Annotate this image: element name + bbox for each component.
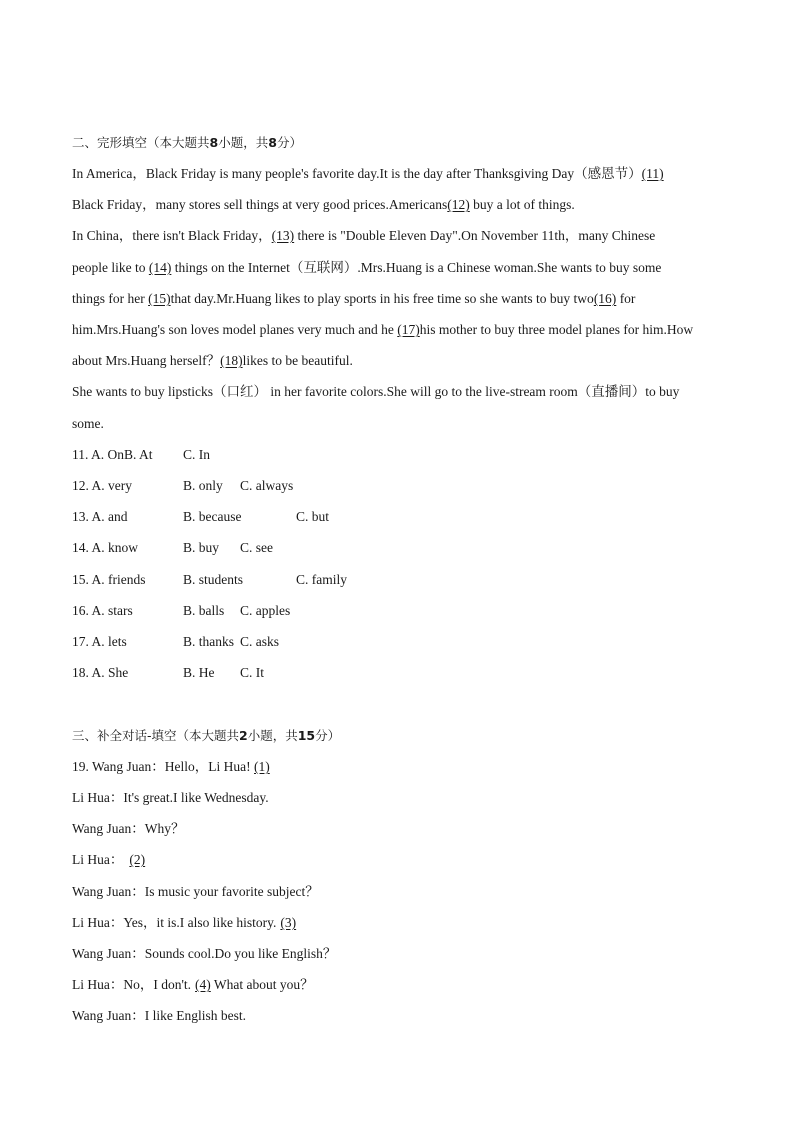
- blank-18[interactable]: (18): [220, 353, 243, 368]
- dialogue-line: [72, 976, 314, 994]
- passage-text: Black Friday，many stores sell things at very good prices.Americans: [72, 197, 448, 212]
- heading-text: 分）: [276, 135, 302, 150]
- option-c[interactable]: C. asks: [240, 634, 280, 649]
- passage-line-1: [72, 165, 664, 183]
- blank-16[interactable]: (16): [593, 291, 617, 306]
- blank-15[interactable]: (15): [148, 291, 171, 306]
- option-b[interactable]: B. students: [183, 572, 244, 587]
- option-b[interactable]: B. balls: [183, 603, 225, 618]
- blank-11[interactable]: (11): [641, 166, 664, 181]
- option-a[interactable]: 11. A. OnB. At: [72, 447, 153, 462]
- passage-line-2: [72, 196, 575, 214]
- option-b[interactable]: B. buy: [183, 540, 220, 555]
- dialogue-blank-4[interactable]: (4): [195, 977, 211, 992]
- heading-text: 小题，共: [218, 135, 269, 150]
- dialogue-line: [72, 914, 296, 932]
- passage-line-4: [72, 259, 661, 277]
- option-a[interactable]: 15. A. friends: [72, 572, 146, 587]
- option-a[interactable]: 18. A. She: [72, 665, 129, 680]
- dialogue-line: Wang Juan：Is music your favorite subject？: [72, 884, 319, 899]
- question-14: [72, 539, 472, 557]
- dialogue-blank-2[interactable]: (2): [129, 852, 146, 867]
- dialogue-blank-1[interactable]: (1): [254, 759, 270, 774]
- option-b[interactable]: B. He: [183, 665, 215, 680]
- blank-13[interactable]: (13): [271, 228, 295, 243]
- heading-score: 8: [268, 135, 277, 150]
- passage-text: about Mrs.Huang herself？: [72, 353, 221, 368]
- question-15: [72, 571, 472, 589]
- dialogue-line: Li Hua：It's great.I like Wednesday.: [72, 790, 269, 805]
- option-c[interactable]: C. apples: [240, 603, 291, 618]
- question-12: [72, 477, 472, 495]
- dialogue-line: Wang Juan：Why？: [72, 821, 185, 836]
- option-c[interactable]: C. but: [296, 509, 330, 524]
- passage-text: for: [616, 291, 636, 306]
- section3-heading: [72, 727, 340, 745]
- passage-text: him.Mrs.Huang's son loves model planes very much and he: [72, 322, 398, 337]
- passage-line-6: [72, 321, 693, 339]
- option-a[interactable]: 12. A. very: [72, 478, 132, 493]
- passage-text: buy a lot of things.: [469, 197, 575, 212]
- option-c[interactable]: C. In: [183, 447, 210, 462]
- question-11: [72, 446, 472, 464]
- option-a[interactable]: 13. A. and: [72, 509, 128, 524]
- option-b[interactable]: B. thanks: [183, 634, 235, 649]
- passage-text: that day.Mr.Huang likes to play sports in his free time so she wants to buy two: [170, 291, 594, 306]
- option-a[interactable]: 14. A. know: [72, 540, 139, 555]
- option-a[interactable]: 17. A. lets: [72, 634, 127, 649]
- option-b[interactable]: B. because: [183, 509, 242, 524]
- passage-line-9: some.: [72, 416, 104, 431]
- option-c[interactable]: C. see: [240, 540, 273, 555]
- dialogue-line: Wang Juan：Sounds cool.Do you like English？: [72, 946, 337, 961]
- option-c[interactable]: C. always: [240, 478, 294, 493]
- passage-line-5: [72, 290, 635, 308]
- dialogue-blank-3[interactable]: (3): [280, 915, 297, 930]
- blank-14[interactable]: (14): [148, 260, 172, 275]
- option-b[interactable]: B. only: [183, 478, 223, 493]
- dialogue-line: [72, 758, 270, 776]
- question-17: [72, 633, 472, 651]
- passage-text: his mother to buy three model planes for him.How: [419, 322, 694, 337]
- dialogue-text: Li Hua：: [72, 852, 124, 867]
- option-a[interactable]: 16. A. stars: [72, 603, 133, 618]
- option-c[interactable]: C. It: [240, 665, 265, 680]
- dialogue-line: [72, 851, 145, 869]
- blank-12[interactable]: (12): [447, 197, 470, 212]
- passage-text: things for her: [72, 291, 149, 306]
- passage-text: things on the Internet（互联网）.Mrs.Huang is a Chinese woman.She wants to buy some: [171, 260, 662, 275]
- heading-text: 三、补全对话-填空（本大题共: [72, 728, 240, 743]
- heading-text: 分）: [315, 728, 341, 743]
- passage-text: there is "Double Eleven Day".On November 11th，many Chinese: [294, 228, 656, 243]
- passage-line-8: She wants to buy lipsticks（口红） in her favorite colors.She will go to the live-stream room（直播间）to buy: [72, 384, 680, 399]
- dialogue-text: 19. Wang Juan：Hello，Li Hua!: [72, 759, 255, 774]
- passage-line-7: [72, 352, 353, 370]
- passage-text: In China，there isn't Black Friday，: [72, 228, 272, 243]
- heading-text: 小题，共: [247, 728, 298, 743]
- dialogue-text: Li Hua：Yes，it is.I also like history.: [72, 915, 277, 930]
- question-13: [72, 508, 472, 526]
- section2-heading: [72, 134, 302, 152]
- dialogue-text: Li Hua：No，I don't.: [72, 977, 192, 992]
- dialogue-text: What about you？: [210, 977, 314, 992]
- question-18: [72, 664, 472, 682]
- heading-score: 15: [297, 728, 316, 743]
- passage-line-3: [72, 227, 655, 245]
- option-c[interactable]: C. family: [296, 572, 347, 587]
- passage-text: In America，Black Friday is many people's favorite day.It is the day after Thanksgiving Day（感恩节）: [72, 166, 642, 181]
- passage-text: people like to: [72, 260, 149, 275]
- heading-count: 2: [239, 728, 248, 743]
- heading-text: 二、完形填空（本大题共: [72, 135, 210, 150]
- question-16: [72, 602, 472, 620]
- passage-text: likes to be beautiful.: [242, 353, 353, 368]
- blank-17[interactable]: (17): [397, 322, 420, 337]
- heading-count: 8: [209, 135, 219, 150]
- dialogue-line: Wang Juan：I like English best.: [72, 1008, 247, 1023]
